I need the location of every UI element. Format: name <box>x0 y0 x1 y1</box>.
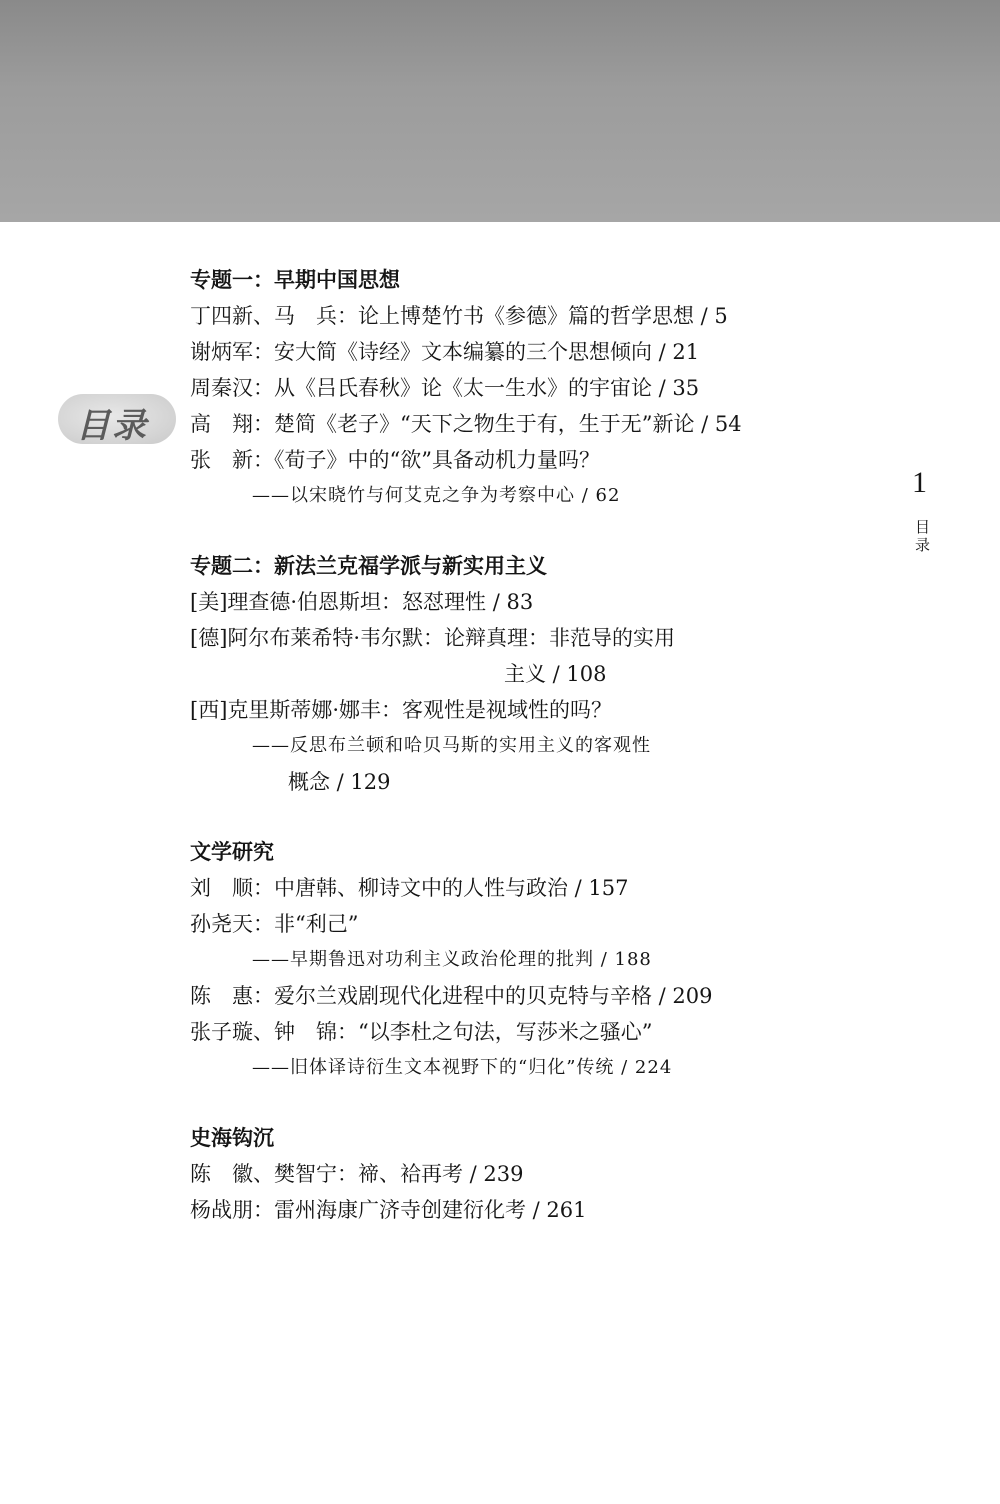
toc-entry[interactable]: [美]理查德·伯恩斯坦：怒怼理性 / 83 <box>190 590 534 614</box>
toc-entry-subtitle[interactable]: ——反思布兰顿和哈贝马斯的实用主义的客观性 <box>252 735 651 756</box>
toc-section-4 <box>190 1120 830 1228</box>
toc-entry[interactable]: 陈 惠：爱尔兰戏剧现代化进程中的贝克特与辛格 / 209 <box>190 984 713 1008</box>
toc-entry-subtitle[interactable]: ——以宋晓竹与何艾克之争为考察中心 / 62 <box>252 485 621 506</box>
toc-entry[interactable]: 杨战朋：雷州海康广济寺创建衍化考 / 261 <box>190 1198 587 1222</box>
toc-entry[interactable]: 丁四新、马 兵：论上博楚竹书《参德》篇的哲学思想 / 5 <box>190 304 728 328</box>
toc-entry[interactable]: [德]阿尔布莱希特·韦尔默：论辩真理：非范导的实用 <box>190 626 676 650</box>
toc-entry[interactable]: 谢炳军：安大简《诗经》文本编纂的三个思想倾向 / 21 <box>190 340 700 364</box>
toc-entry[interactable]: 刘 顺：中唐韩、柳诗文中的人性与政治 / 157 <box>190 876 629 900</box>
toc-entry[interactable]: 陈 徽、樊智宁：禘、袷再考 / 239 <box>190 1162 524 1186</box>
toc-section-2 <box>190 548 830 800</box>
section-title: 专题一：早期中国思想 <box>190 268 400 292</box>
toc-entry-subtitle[interactable]: ——旧体译诗衍生文本视野下的“归化”传统 / 224 <box>252 1057 673 1078</box>
toc-entry[interactable]: 张子璇、钟 锦：“以李杜之句法，写莎米之骚心” <box>190 1020 653 1044</box>
toc-entry[interactable]: 高 翔：楚简《老子》“天下之物生于有，生于无”新论 / 54 <box>190 412 742 436</box>
toc-section-1 <box>190 262 830 514</box>
toc-entry-continuation[interactable]: 概念 / 129 <box>288 770 391 794</box>
toc-entry-continuation[interactable]: 主义 / 108 <box>504 662 607 686</box>
toc-entry-subtitle[interactable]: ——早期鲁迅对功利主义政治伦理的批判 / 188 <box>252 949 652 970</box>
running-head: 目录 <box>915 518 931 554</box>
page-number: 1 <box>912 466 927 499</box>
section-title: 专题二：新法兰克福学派与新实用主义 <box>190 554 547 578</box>
toc-entry[interactable]: [西]克里斯蒂娜·娜丰：客观性是视域性的吗？ <box>190 698 613 722</box>
toc-section-3 <box>190 834 830 1086</box>
section-title: 史海钩沉 <box>190 1126 274 1150</box>
header-band <box>0 0 1000 222</box>
toc-title: 目录 <box>76 406 148 446</box>
toc-entry[interactable]: 张 新：《荀子》中的“欲”具备动机力量吗？ <box>190 448 600 472</box>
table-of-contents <box>190 262 830 1262</box>
section-title: 文学研究 <box>190 840 274 864</box>
toc-entry[interactable]: 周秦汉：从《吕氏春秋》论《太一生水》的宇宙论 / 35 <box>190 376 700 400</box>
toc-entry[interactable]: 孙尧天：非“利己” <box>190 912 359 936</box>
toc-title-badge <box>58 394 176 444</box>
